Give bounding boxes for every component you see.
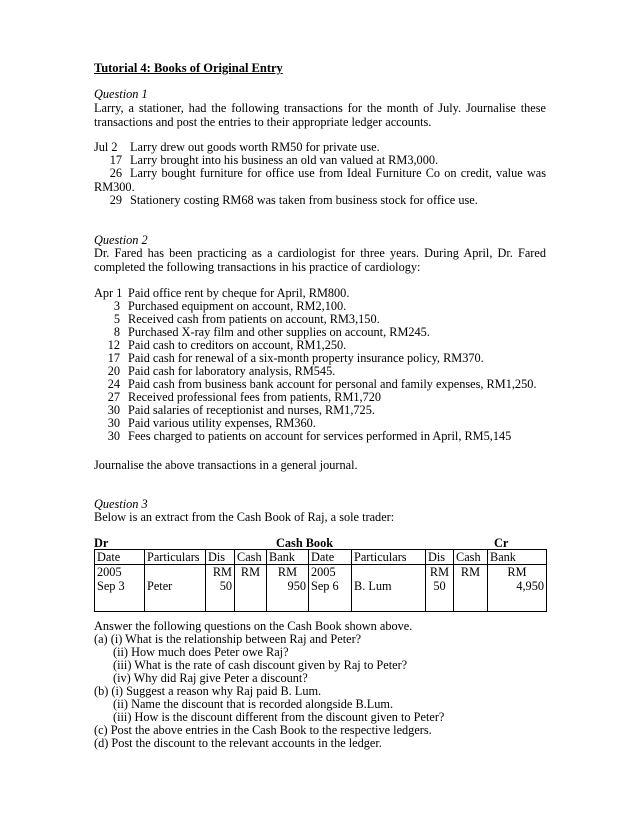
tx-date: 29 xyxy=(109,193,122,207)
table-cell: RM xyxy=(206,565,235,580)
col-header: Date xyxy=(95,550,145,565)
list-item xyxy=(94,166,546,194)
table-cell: RM xyxy=(426,565,454,580)
list-item: (ii) Name the discount that is recorded alongside B.Lum. xyxy=(113,697,394,711)
list-item: (ii) How much does Peter owe Raj? xyxy=(113,645,289,659)
list-item xyxy=(94,193,546,206)
col-header: Cash xyxy=(235,550,267,565)
tx-text: Paid cash to creditors on account, RM1,250. xyxy=(128,338,347,352)
q1-intro: Larry, a stationer, had the following transactions for the month of July. Journalise these transactions and post the entries to their appropriate ledger accounts. xyxy=(94,101,546,129)
q1-transactions-end xyxy=(94,193,546,206)
list-item xyxy=(94,286,546,299)
q2-transactions xyxy=(94,286,546,442)
tx-date: 3 xyxy=(113,299,120,313)
table-cell xyxy=(235,579,267,593)
q3-questions xyxy=(94,619,546,749)
list-item xyxy=(94,390,546,403)
list-item: (iv) Why did Raj give Peter a discount? xyxy=(113,671,308,685)
tx-date: Jul 2 xyxy=(94,140,118,154)
answer-intro: Answer the following questions on the Cash Book shown above. xyxy=(94,619,413,633)
col-header: Dis xyxy=(426,550,454,565)
table-row xyxy=(95,593,547,612)
table-cell: Peter xyxy=(145,579,206,593)
table-cell: RM xyxy=(267,565,309,580)
col-header: Date xyxy=(309,550,352,565)
q3-intro: Below is an extract from the Cash Book of Raj, a sole trader: xyxy=(94,510,395,524)
list-item: (iii) What is the rate of cash discount given by Raj to Peter? xyxy=(113,658,408,672)
table-cell: RM xyxy=(235,565,267,580)
tx-text: Paid cash from business bank account for personal and family expenses, RM1,250. xyxy=(128,377,537,391)
tx-date: 5 xyxy=(113,312,120,326)
list-item xyxy=(94,377,546,390)
col-header: Bank xyxy=(267,550,309,565)
tx-date: 24 xyxy=(107,377,120,391)
table-cell xyxy=(145,565,206,580)
tx-text: Purchased equipment on account, RM2,100. xyxy=(128,299,347,313)
tx-text-cont: RM300. xyxy=(94,180,135,194)
table-cell: 2005 xyxy=(309,565,352,580)
tx-text: Paid cash for renewal of a six-month property insurance policy, RM370. xyxy=(128,351,484,365)
tx-text: Paid office rent by cheque for April, RM800. xyxy=(128,286,350,300)
tx-date: 12 xyxy=(107,338,120,352)
tx-date: 26 xyxy=(109,166,122,180)
table-cell: 50 xyxy=(206,579,235,593)
tx-date: Apr 1 xyxy=(94,286,123,300)
list-item xyxy=(94,153,546,166)
cashbook-title: Cash Book xyxy=(276,536,334,550)
table-cell: B. Lum xyxy=(352,579,426,593)
list-item xyxy=(94,351,546,364)
tx-date: 27 xyxy=(107,390,120,404)
list-item xyxy=(94,325,546,338)
list-item: (b) (i) Suggest a reason why Raj paid B. Lum. xyxy=(94,684,322,698)
list-item xyxy=(94,416,546,429)
col-header: Bank xyxy=(488,550,547,565)
q2-heading: Question 2 xyxy=(94,233,148,247)
table-cell: 2005 xyxy=(95,565,145,580)
list-item: (c) Post the above entries in the Cash Book to the respective ledgers. xyxy=(94,723,432,737)
tx-date: 30 xyxy=(107,416,120,430)
list-item: (iii) How is the discount different from the discount given to Peter? xyxy=(113,710,445,724)
credit-label: Cr xyxy=(494,536,509,550)
tx-text: Received professional fees from patients, RM1,720 xyxy=(128,390,382,404)
q1-transactions xyxy=(94,140,546,166)
q1-heading: Question 1 xyxy=(94,87,148,101)
list-item xyxy=(94,140,546,153)
list-item xyxy=(94,429,546,442)
tx-text: Received cash from patients on account, RM3,150. xyxy=(128,312,380,326)
table-cell: 950 xyxy=(267,579,309,593)
table-cell: RM xyxy=(454,565,488,580)
tx-text: Fees charged to patients on account for services performed in April, RM5,145 xyxy=(128,429,512,443)
table-cell: 50 xyxy=(426,579,454,593)
q2-outro: Journalise the above transactions in a general journal. xyxy=(94,458,358,472)
col-header: Particulars xyxy=(352,550,426,565)
table-cell xyxy=(454,579,488,593)
list-item xyxy=(94,364,546,377)
cashbook-table xyxy=(94,549,547,612)
debit-label: Dr xyxy=(94,536,109,550)
tx-text: Paid salaries of receptionist and nurses, RM1,725. xyxy=(128,403,375,417)
page-title: Tutorial 4: Books of Original Entry xyxy=(94,61,283,75)
col-header: Particulars xyxy=(145,550,206,565)
tx-date: 30 xyxy=(107,429,120,443)
table-cell xyxy=(352,565,426,580)
tx-date: 8 xyxy=(113,325,120,339)
tx-date: 30 xyxy=(107,403,120,417)
table-header-row xyxy=(95,550,547,565)
q3-heading: Question 3 xyxy=(94,497,148,511)
tx-text: Paid cash for laboratory analysis, RM545. xyxy=(128,364,336,378)
list-item xyxy=(94,338,546,351)
table-cell: Sep 6 xyxy=(309,579,352,593)
table-row xyxy=(95,579,547,593)
table-row xyxy=(95,565,547,580)
tx-date: 17 xyxy=(109,153,122,167)
list-item xyxy=(94,312,546,325)
tx-text: Paid various utility expenses, RM360. xyxy=(128,416,316,430)
table-cell: 4,950 xyxy=(488,579,547,593)
tx-date: 20 xyxy=(107,364,120,378)
table-cell: Sep 3 xyxy=(95,579,145,593)
tx-text: Larry brought into his business an old van valued at RM3,000. xyxy=(130,153,439,167)
table-cell: RM xyxy=(488,565,547,580)
q2-intro: Dr. Fared has been practicing as a cardiologist for three years. During April, Dr. Fared completed the following transactions in his practice of cardiology: xyxy=(94,246,546,274)
list-item: (d) Post the discount to the relevant accounts in the ledger. xyxy=(94,736,382,750)
tx-text: Larry bought furniture for office use from Ideal Furniture Co on credit, value was xyxy=(130,166,546,180)
col-header: Dis xyxy=(206,550,235,565)
list-item xyxy=(94,299,546,312)
cashbook-heading xyxy=(94,536,546,550)
tx-text: Purchased X-ray film and other supplies on account, RM245. xyxy=(128,325,430,339)
tx-date: 17 xyxy=(107,351,120,365)
tx-text: Stationery costing RM68 was taken from business stock for office use. xyxy=(130,193,478,207)
list-item: (a) (i) What is the relationship between Raj and Peter? xyxy=(94,632,362,646)
list-item xyxy=(94,403,546,416)
tx-text: Larry drew out goods worth RM50 for private use. xyxy=(130,140,380,154)
col-header: Cash xyxy=(454,550,488,565)
